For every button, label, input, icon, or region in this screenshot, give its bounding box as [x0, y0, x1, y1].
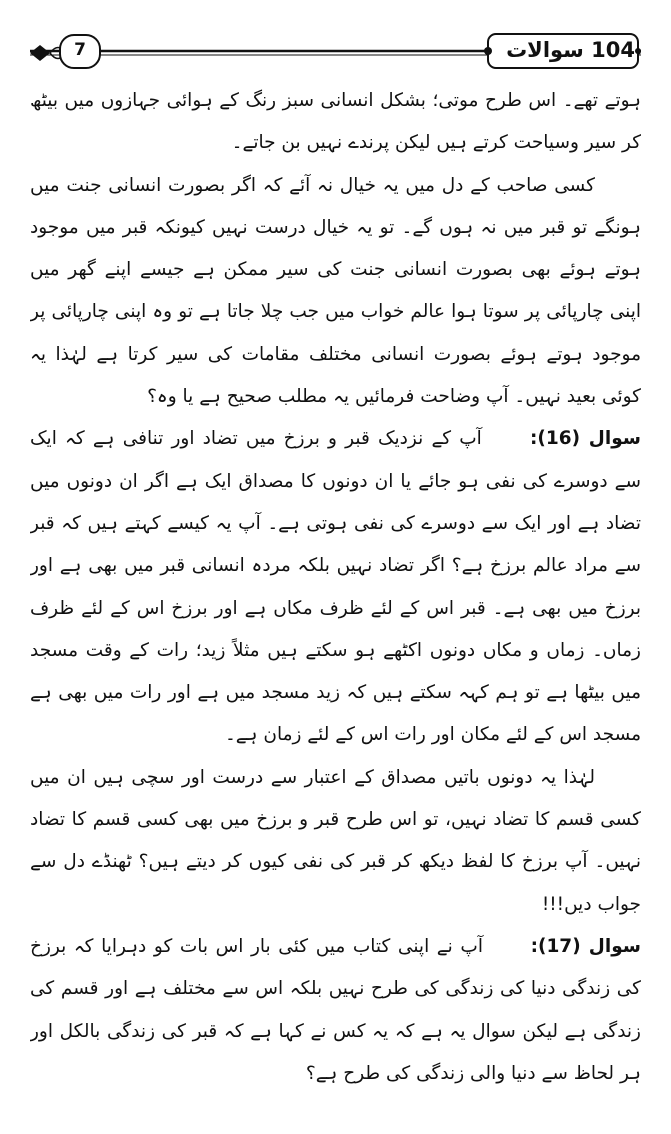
question-16-text: آپ کے نزدیک قبر و برزخ میں تضاد اور تنافی ہے کہ ایک سے دوسرے کی نفی ہو جائے یا ان دونوں کا مصداق ایک ہے اگر ان دونوں میں تضاد ہے اور ایک سے دوسرے کی نفی ہوتی ہے۔ آپ یہ کیسے کہتے ہیں کہ قبر سے مراد عالم برزخ ہے؟ اگر تضاد نہیں بلکہ مردہ انسانی قبر میں بھی ہے اور برزخ میں بھی ہے۔ قبر اس کے لئے ظرف مکاں ہے اور برزخ اس کے لئے ظرف زماں۔ زماں و مکاں دونوں اکٹھے ہو سکتے ہیں مثلاً زید؛ رات کے وقت مسجد میں بیٹھا ہے تو ہم کہہ سکتے ہیں کہ زید مسجد میں ہے اور رات میں بھی ہے مسجد اس کے لئے مکان اور رات اس کے لئے زمان ہے۔: [30, 428, 641, 746]
book-title: 104 سوالات: [506, 38, 635, 62]
paragraph-2: کسی صاحب کے دل میں یہ خیال نہ آئے کہ اگر بصورت انسانی جنت میں ہونگے تو قبر میں نہ ہوں گے۔ تو یہ خیال درست نہیں کیونکہ قبر میں موجود ہوتے ہوئے بھی بصورت انسانی جنت کی سیر ممکن ہے جیسے اپنے گھر میں اپنی چارپائی پر سوتا ہوا عالم خواب میں جب چلا جاتا ہے تو وہ اپنی چارپائی پر موجود ہوتے ہوئے بصورت انسانی مختلف مقامات کی سیر کرتا ہے لہٰذا یہ کوئی بعید نہیں۔ آپ وضاحت فرمائیں یہ مطلب صحیح ہے یا وہ؟: [30, 174, 641, 408]
question-17-text: آپ نے اپنی کتاب میں کئی بار اس بات کو دہرایا کہ برزخ کی زندگی دنیا کی زندگی کی طرح نہیں بلکہ اس سے مختلف ہے اور قسم کی زندگی ہے لیکن سوال یہ ہے کہ یہ کس نے کہا ہے کہ قبر کی زندگی بالکل اور ہر لحاظ سے دنیا والی زندگی کی طرح ہے؟: [30, 935, 641, 1084]
page-header: [30, 30, 641, 74]
question-17: [30, 926, 641, 1095]
paragraph-1: ہوتے تھے۔ اس طرح موتی؛ بشکل انسانی سبز رنگ کے ہوائی جہازوں میں بیٹھ کر سیر وسیاحت کرتے ہیں لیکن پرندے نہیں بن جاتے۔: [30, 90, 641, 154]
question-16-label: سوال (16):: [530, 428, 641, 450]
page-number: 7: [74, 40, 86, 60]
question-16: [30, 418, 641, 756]
page-body: [30, 80, 641, 1120]
question-17-label: سوال (17):: [530, 935, 641, 957]
paragraph-4: لہٰذا یہ دونوں باتیں مصداق کے اعتبار سے درست اور سچی ہیں ان میں کسی قسم کا تضاد نہیں، تو اس طرح قبر و برزخ میں بھی کسی قسم کا تضاد نہیں۔ آپ برزخ کا لفظ دیکھ کر قبر کی نفی کیوں کر دیتے ہیں؟ ٹھنڈے دل سے جواب دیں!!!: [30, 766, 641, 915]
